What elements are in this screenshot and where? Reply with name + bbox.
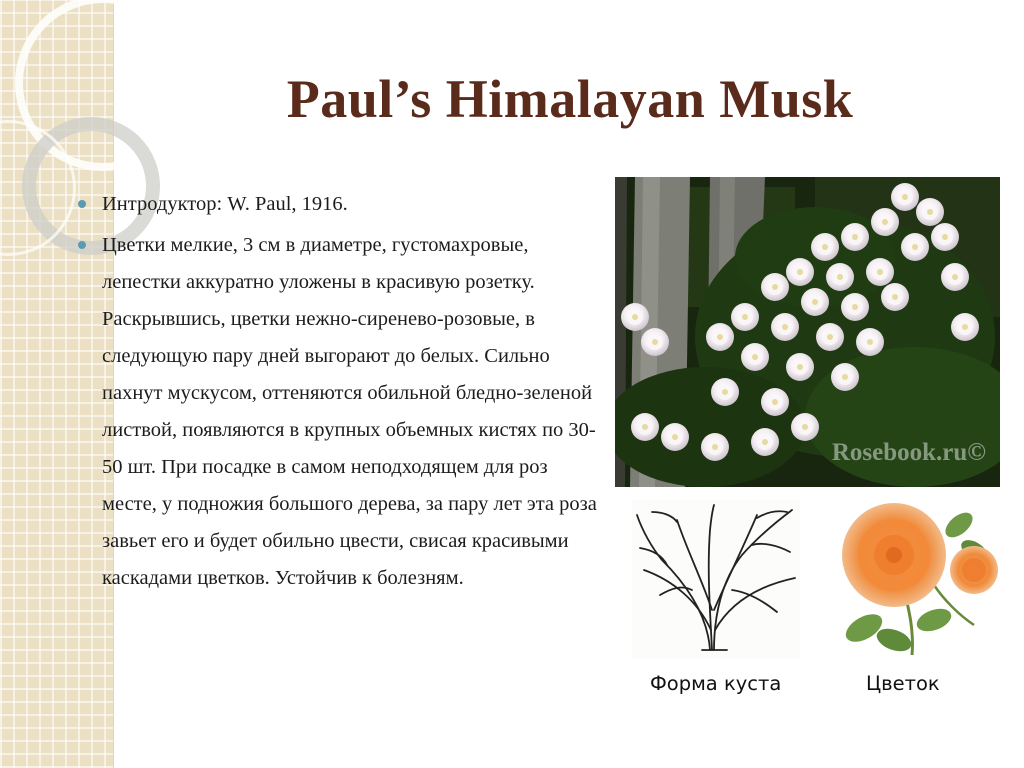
flower-icon xyxy=(834,500,1002,660)
bullet-dot-icon xyxy=(78,241,86,249)
bullet-dot-icon xyxy=(78,200,86,208)
bullet-text: Интродуктор: W. Paul, 1916. xyxy=(102,193,348,215)
bullet-item-description xyxy=(78,227,598,597)
bullet-list xyxy=(78,186,598,597)
flower-drawing xyxy=(834,500,1002,660)
bullet-item-introducer xyxy=(78,186,598,223)
caption-bush-shape: Форма куста xyxy=(650,672,782,695)
caption-flower: Цветок xyxy=(866,672,940,695)
bush-shape-icon xyxy=(632,500,800,658)
slide-title: Paul’s Himalayan Musk xyxy=(286,69,854,129)
bush-shape-drawing xyxy=(632,500,800,658)
photo-watermark: Rosebook.ru© xyxy=(831,439,986,466)
rose-photo xyxy=(615,177,1000,487)
bullet-text: Цветки мелкие, 3 см в диаметре, густомахровые, лепестки аккуратно уложены в красивую розетку. Раскрывшись, цветки нежно-сиренево-розовые, в следующую пару дней выгорают до белых. Сильно пахнут мускусом, оттеняются обильной бледно-зеленой листвой, появляются в крупных объемных кистях по 30-50 шт. При посадке в самом неподходящем для роз месте, у подножия большого дерева, за пару лет эта роза завьет его и будет обильно цвести, свисая красивыми каскадами цветков. Устойчив к болезням. xyxy=(102,234,597,589)
